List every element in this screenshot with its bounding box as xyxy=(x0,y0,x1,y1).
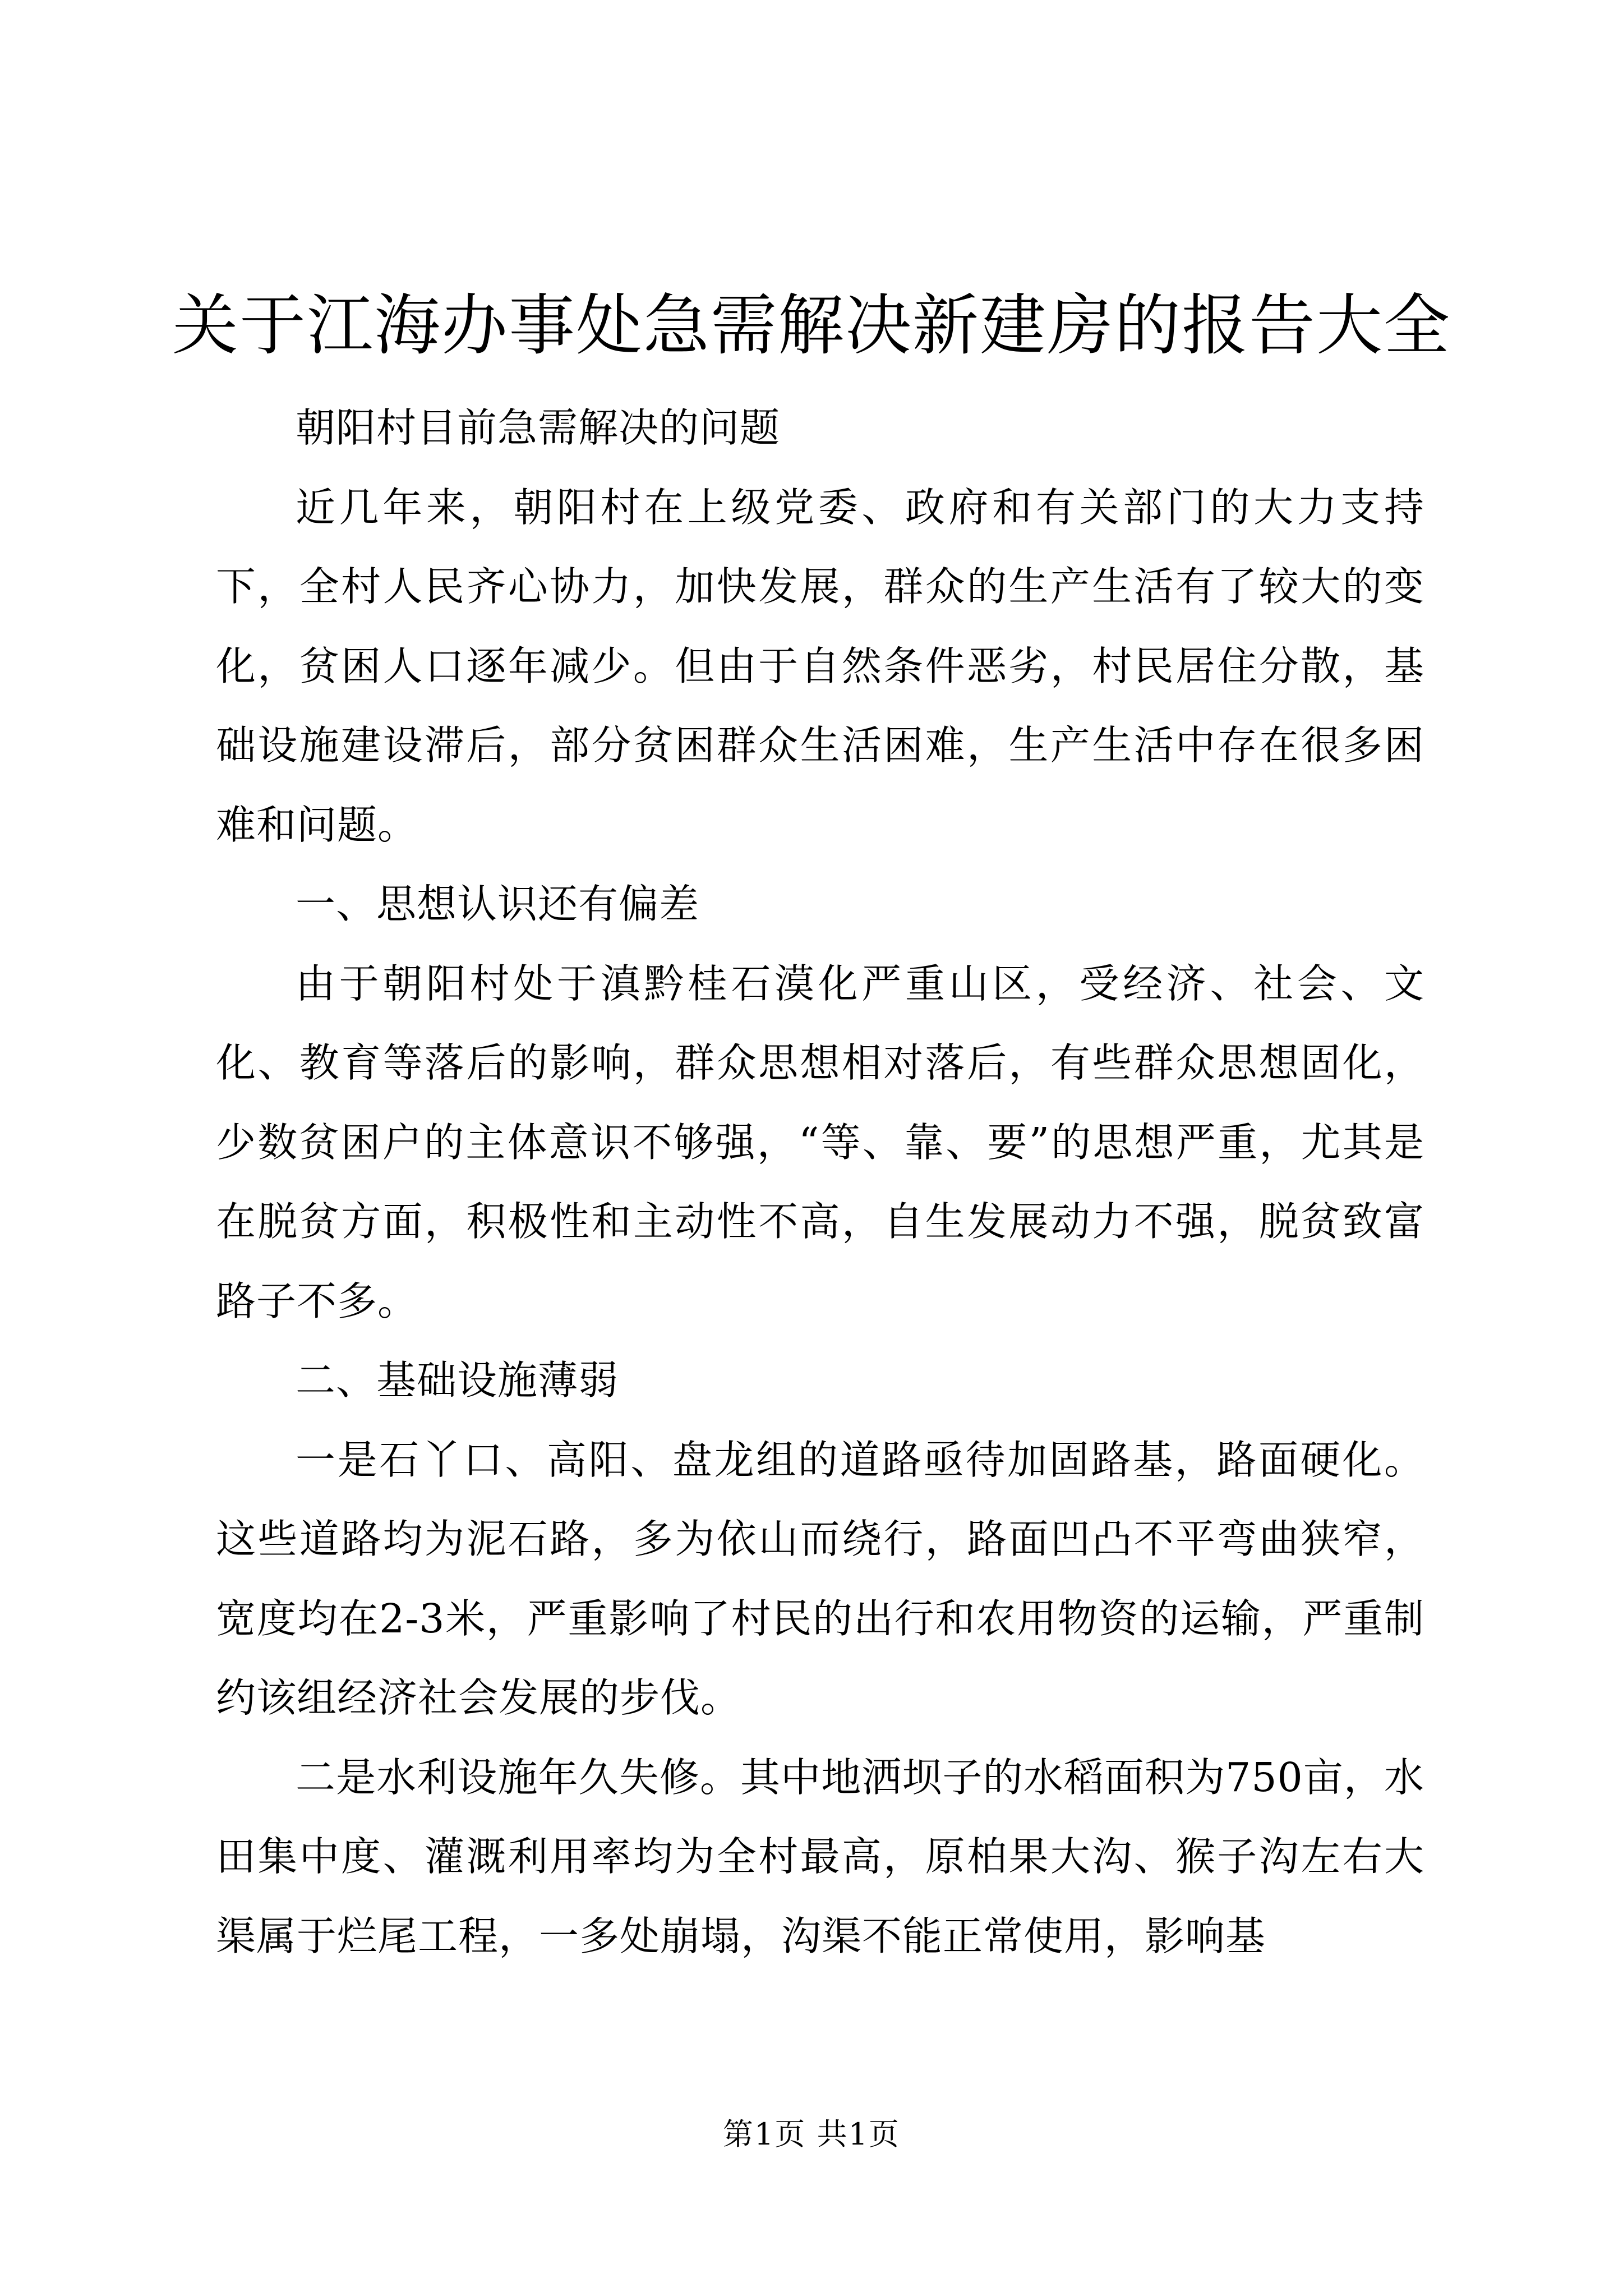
section-heading: 朝阳村目前急需解决的问题 xyxy=(296,404,781,451)
section-heading: 二、基础设施薄弱 xyxy=(296,1357,619,1404)
section-heading: 一、思想认识还有偏差 xyxy=(296,881,700,927)
page-footer: 第1页 共1页 xyxy=(723,2116,900,2152)
body-paragraph: 一是石丫口、高阳、盘龙组的道路亟待加固路基，路面硬化。这些道路均为泥石路，多为依山而绕行，路面凹凸不平弯曲狭窄，宽度均在2-3米，严重影响了村民的出行和农用物资的运输，严重制约该组经济社会发展的步伐。 xyxy=(216,1436,1424,1721)
body-paragraph: 近几年来，朝阳村在上级党委、政府和有关部门的大力支持下，全村人民齐心协力，加快发展，群众的生产生活有了较大的变化，贫困人口逐年减少。但由于自然条件恶劣，村民居住分散，基础设施建设滞后，部分贫困群众生活困难，生产生活中存在很多困难和问题。 xyxy=(216,484,1424,848)
document-body xyxy=(216,388,1424,1976)
body-paragraph: 二是水利设施年久失修。其中地洒坝子的水稻面积为750亩，水田集中度、灌溉利用率均为全村最高，原柏果大沟、猴子沟左右大渠属于烂尾工程，一多处崩塌，沟渠不能正常使用，影响基 xyxy=(216,1754,1424,1959)
body-paragraph: 由于朝阳村处于滇黔桂石漠化严重山区，受经济、社会、文化、教育等落后的影响，群众思想相对落后，有些群众思想固化，少数贫困户的主体意识不够强，“等、靠、要”的思想严重，尤其是在脱贫方面，积极性和主动性不高，自生发展动力不强，脱贫致富路子不多。 xyxy=(216,960,1424,1324)
document-title: 关于江海办事处急需解决新建房的报告大全 xyxy=(172,287,1451,364)
